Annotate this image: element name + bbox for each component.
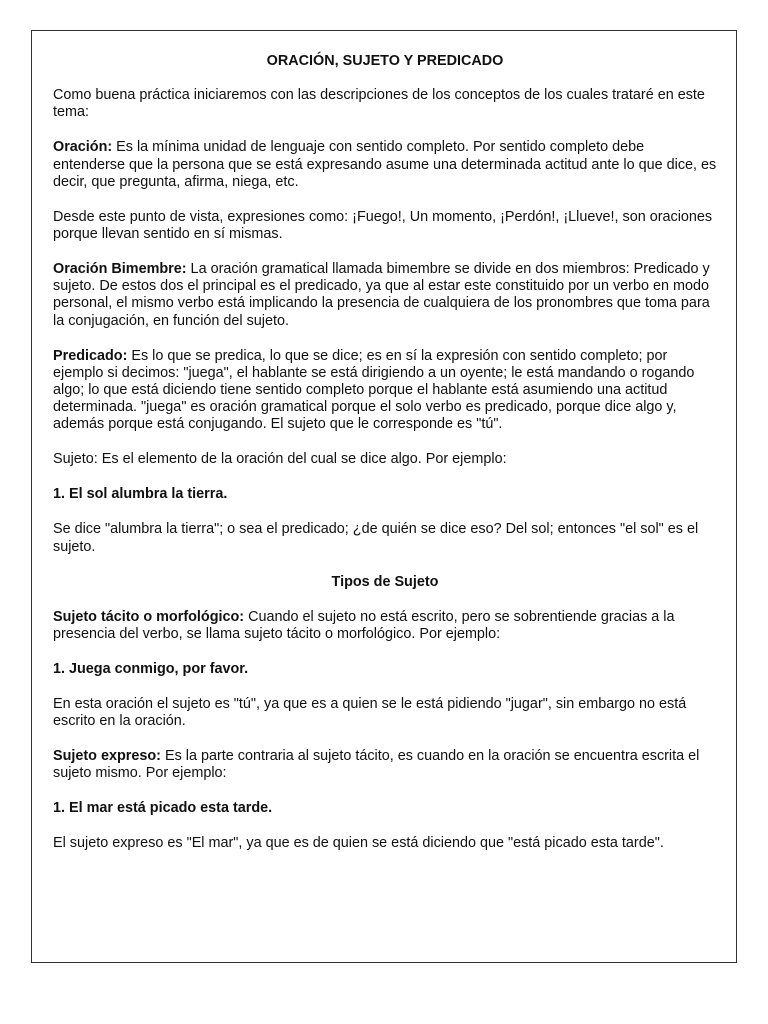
tacito-term: Sujeto tácito o morfológico: [53,608,245,625]
tipos-heading: Tipos de Sujeto [331,573,439,590]
oracion-text: Es la mínima unidad de lenguaje con sentido completo. Por sentido completo debe entenderse que la persona que se está expresando asume una determinada actitud ante lo que dice, es decir, que pregunta, afirma, niega, etc. [53,139,717,190]
bimembre-text: La oración gramatical llamada bimembre se divide en dos miembros: Predicado y sujeto. De estos dos el principal es el predicado, ya que al estar este constituido por un verbo en modo personal, el mismo verbo está implicando la presencia de cualquiera de los pronombres que toma para la conjugación, en función del sujeto. [53,261,710,329]
example-3: 1. El mar está picado esta tarde. [53,800,273,817]
example-1: 1. El sol alumbra la tierra. [53,486,228,503]
oracion-paragraph [53,139,717,191]
tacito-text: Cuando el sujeto no está escrito, pero se sobrentiende gracias a la presencia del verbo, se llama sujeto tácito o morfológico. Por ejemplo: [53,608,675,642]
bimembre-paragraph [53,261,717,330]
bimembre-term: Oración Bimembre: [53,261,187,278]
explanation-1: Se dice "alumbra la tierra"; o sea el predicado; ¿de quién se dice eso? Del sol; entonces "el sol" es el sujeto. [53,521,699,555]
example-2: 1. Juega conmigo, por favor. [53,660,249,677]
predicado-paragraph [53,348,717,434]
sujeto-definition-paragraph: Sujeto: Es el elemento de la oración del cual se dice algo. Por ejemplo: [53,451,507,468]
explanation-2: En esta oración el sujeto es "tú", ya que es a quien se le está pidiendo "jugar", sin embargo no está escrito en la oración. [53,695,687,730]
document-title: ORACIÓN, SUJETO Y PREDICADO [266,53,504,69]
expreso-paragraph [53,748,717,782]
predicado-term: Predicado: [53,347,128,364]
document-body [53,53,717,870]
expreso-text: Es la parte contraria al sujeto tácito, es cuando en la oración se encuentra escrita el sujeto mismo. Por ejemplo: [53,748,700,782]
predicado-text: Es lo que se predica, lo que se dice; es en sí la expresión con sentido completo; por ejemplo si decimos: "juega", el hablante se está dirigiendo a un oyente; le está mandando o rogando algo; lo que está diciendo tiene sentido completo porque el hablante está asumiendo una actitud determinada. "juega" es oración gramatical porque el solo verbo es predicado, porque dice algo y, además porque está conjugando. El sujeto que le corresponde es "tú". [53,347,695,433]
explanation-3: El sujeto expreso es "El mar", ya que es de quien se está diciendo que "está picado esta tarde". [53,835,664,852]
tacito-paragraph [53,609,717,643]
expreso-term: Sujeto expreso: [53,748,161,765]
intro-paragraph: Como buena práctica iniciaremos con las descripciones de los conceptos de los cuales trataré en este tema: [53,87,705,121]
punto-de-vista-paragraph: Desde este punto de vista, expresiones como: ¡Fuego!, Un momento, ¡Perdón!, ¡Llueve!, son oraciones porque llevan sentido en sí mismas. [53,208,713,243]
oracion-term: Oración: [53,139,113,156]
